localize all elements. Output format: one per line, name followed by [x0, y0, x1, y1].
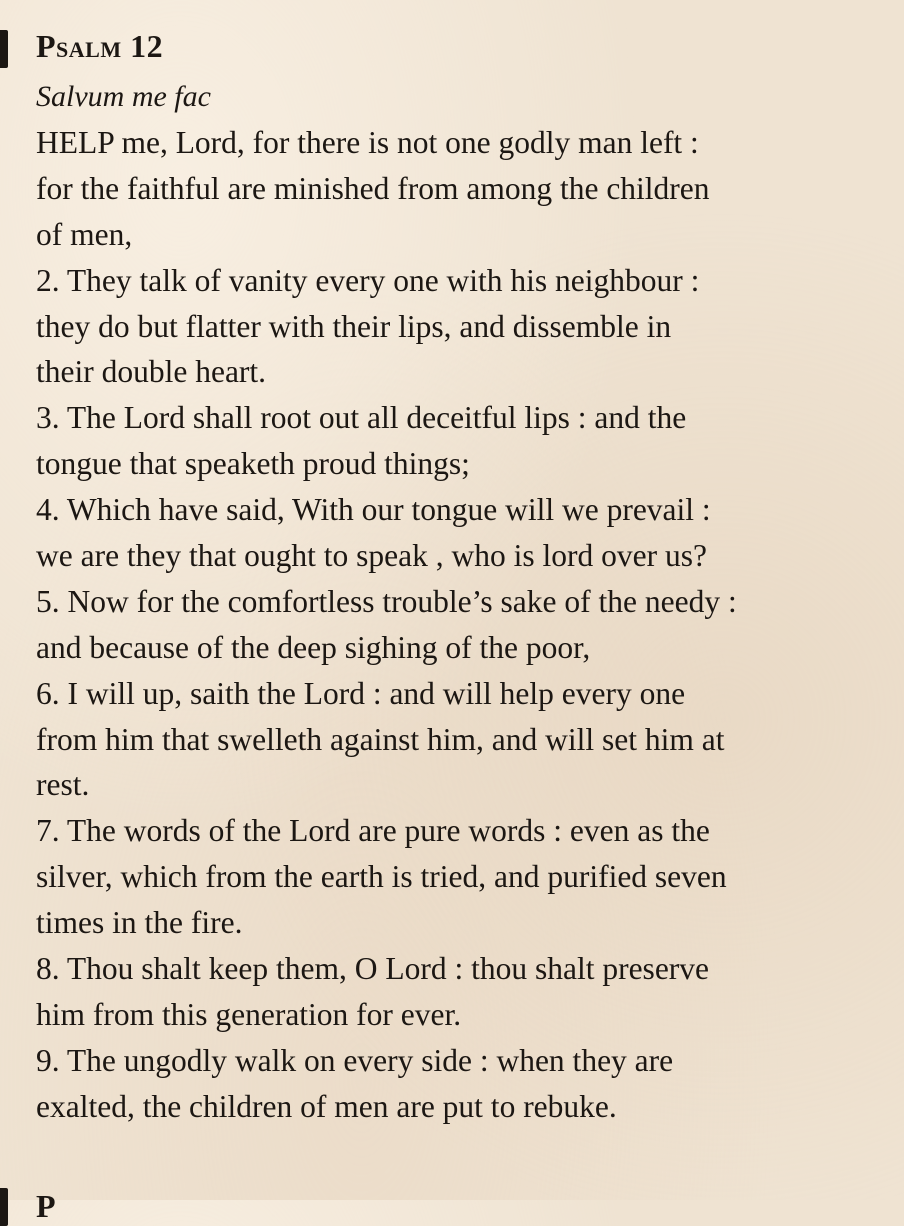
next-psalm-title-fragment: P — [36, 1188, 56, 1224]
verse-line: for the faithful are minished from among the children — [36, 170, 710, 206]
verse-line: their double heart. — [36, 354, 267, 390]
verse-line: him from this generation for ever. — [36, 996, 462, 1032]
verse-line: and because of the deep sighing of the poor, — [36, 629, 591, 665]
verse-line: 4. Which have said, With our tongue will we prevail : — [36, 492, 711, 528]
verse-line: exalted, the children of men are put to rebuke. — [36, 1088, 617, 1124]
verse-line: 3. The Lord shall root out all deceitful lips : and the — [36, 400, 687, 436]
verse-line: rest. — [36, 767, 90, 803]
verse-line: we are they that ought to speak , who is lord over us? — [36, 538, 707, 574]
verse-line: 9. The ungodly walk on every side : when they are — [36, 1042, 674, 1078]
verse-line: 8. Thou shalt keep them, O Lord : thou shalt preserve — [36, 951, 710, 987]
verse-line: 5. Now for the comfortless trouble’s sake of the needy : — [36, 583, 737, 619]
verse-line: HELP me, Lord, for there is not one godly man left : — [36, 125, 699, 160]
verse-line: 7. The words of the Lord are pure words : even as the — [36, 813, 710, 849]
verse-line: they do but flatter with their lips, and dissemble in — [36, 308, 672, 344]
verse-line: silver, which from the earth is tried, and purified seven — [36, 859, 727, 895]
psalm-subtitle: Salvum me fac — [36, 80, 211, 113]
verse-line: of men, — [36, 216, 133, 252]
margin-mark — [0, 30, 8, 68]
verse-line: times in the fire. — [36, 905, 243, 941]
psalm-text-block — [36, 18, 892, 1130]
verse-line: 2. They talk of vanity every one with his neighbour : — [36, 262, 700, 298]
margin-mark — [0, 1188, 8, 1226]
verse-line: tongue that speaketh proud things; — [36, 446, 470, 482]
psalm-title: Psalm 12 — [36, 28, 164, 64]
verse-line: from him that swelleth against him, and will set him at — [36, 721, 725, 757]
verse-line: 6. I will up, saith the Lord : and will help every one — [36, 675, 686, 711]
